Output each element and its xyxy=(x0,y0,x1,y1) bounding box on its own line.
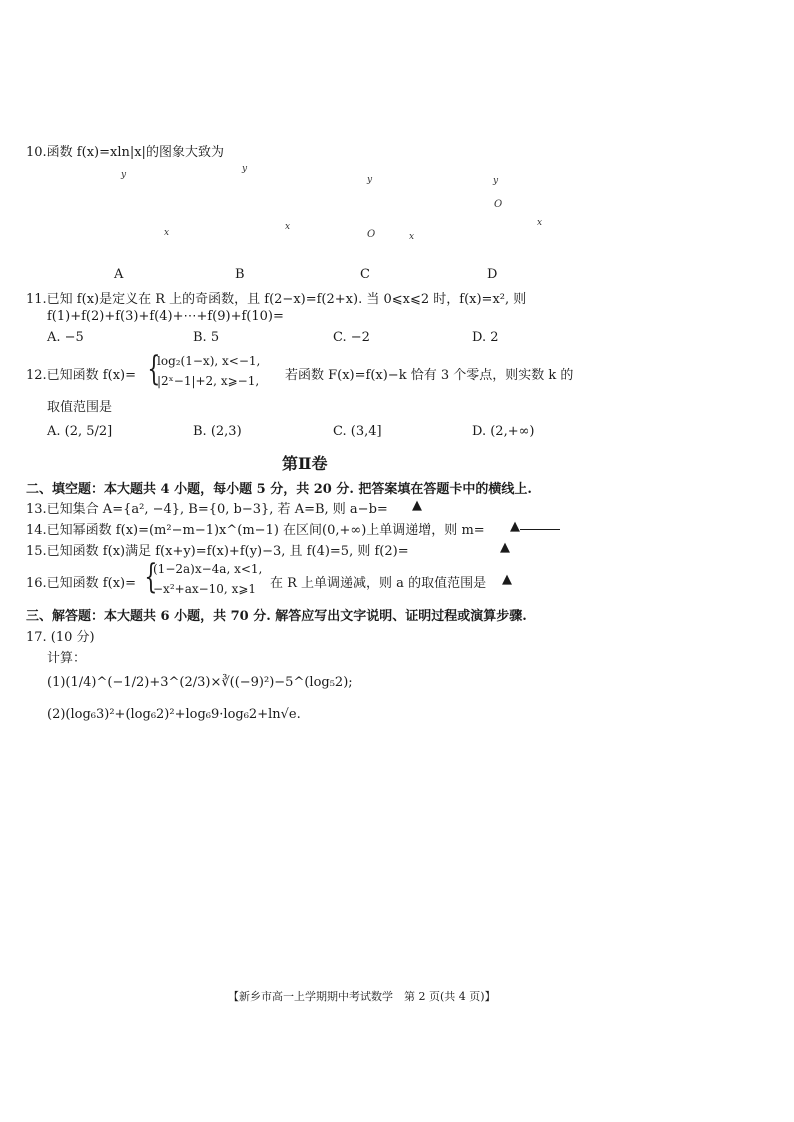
q16-brace: { xyxy=(144,557,158,597)
graph-c-x-label: x xyxy=(409,232,415,242)
q14-blank-line xyxy=(520,529,560,530)
q15-answer-marker: ▲ xyxy=(500,540,510,555)
q17-instruction: 计算： xyxy=(47,651,87,666)
graph-a-y-label: y xyxy=(121,170,127,180)
q11-option-c: C. −2 xyxy=(333,330,370,345)
q16-suffix: 在 R 上单调递减，则 a 的取值范围是 xyxy=(270,576,487,591)
q12-prefix: 12.已知函数 f(x)= xyxy=(26,368,136,383)
graph-b-x-label: x xyxy=(285,222,291,232)
q12-suffix: 若函数 F(x)=f(x)−k 恰有 3 个零点，则实数 k 的 xyxy=(285,368,574,383)
q10-stem: 10.函数 f(x)=xln|x|的图象大致为 xyxy=(26,145,224,160)
q10-option-d: D xyxy=(487,267,498,282)
q11-expression: f(1)+f(2)+f(3)+f(4)+⋯+f(9)+f(10)= xyxy=(47,309,284,324)
q12-brace: { xyxy=(147,349,161,389)
graph-d-x-label: x xyxy=(537,218,543,228)
q16-case-2: −x²+ax−10, x⩾1 xyxy=(153,582,257,596)
q11-option-d: D. 2 xyxy=(472,330,499,345)
q14-answer-marker: ▲ xyxy=(510,519,520,534)
graph-c-origin-label: O xyxy=(367,229,376,240)
graph-a-x-label: x xyxy=(164,228,170,238)
solve-section-header: 三、解答题：本大题共 6 小题，共 70 分. 解答应写出文字说明、证明过程或演算步骤. xyxy=(26,609,527,624)
q15-text: 15.已知函数 f(x)满足 f(x+y)=f(x)+f(y)−3, 且 f(4)=5, 则 f(2)= xyxy=(26,544,409,559)
graph-b-y-label: y xyxy=(242,164,248,174)
page-footer: 【新乡市高一上学期期中考试数学 第 2 页(共 4 页)】 xyxy=(228,990,496,1003)
q12-option-c: C. (3,4] xyxy=(333,424,382,439)
graph-d-y-label: y xyxy=(493,176,499,186)
q12-option-a: A. (2, 5/2] xyxy=(47,424,113,439)
q16-case-1: (1−2a)x−4a, x<1, xyxy=(153,562,263,576)
q12-case-1: log₂(1−x), x<−1, xyxy=(157,354,261,368)
q14-text: 14.已知幂函数 f(x)=(m²−m−1)x^(m−1) 在区间(0,+∞)上单调递增，则 m= xyxy=(26,523,485,538)
q17-part-2: (2)(log₆3)²+(log₆2)²+log₆9·log₆2+ln√e. xyxy=(47,707,301,722)
q17-part-1: (1)(1/4)^(−1/2)+3^(2/3)×∛((−9)²)−5^(log₅2); xyxy=(47,675,353,690)
q14-answer-blank[interactable] xyxy=(510,519,560,534)
graph-d-origin-label: O xyxy=(494,199,503,210)
q10-option-a: A xyxy=(114,267,124,282)
q11-option-a: A. −5 xyxy=(47,330,84,345)
section-2-title: 第Ⅱ卷 xyxy=(282,454,328,473)
fill-section-header: 二、填空题：本大题共 4 小题，每小题 5 分，共 20 分. 把答案填在答题卡中的横线上. xyxy=(26,482,532,497)
q10-option-b: B xyxy=(235,267,245,282)
q16-prefix: 16.已知函数 f(x)= xyxy=(26,576,136,591)
q13-answer-marker: ▲ xyxy=(412,498,422,513)
q13-text: 13.已知集合 A={a², −4}, B={0, b−3}, 若 A=B, 则 a−b= xyxy=(26,502,388,517)
q12-option-d: D. (2,+∞) xyxy=(472,424,535,439)
q11-stem: 11.已知 f(x)是定义在 R 上的奇函数，且 f(2−x)=f(2+x). 当 0⩽x⩽2 时，f(x)=x², 则 xyxy=(26,292,527,307)
graph-c-y-label: y xyxy=(367,175,373,185)
q16-answer-marker: ▲ xyxy=(502,572,512,587)
q12-option-b: B. (2,3) xyxy=(193,424,242,439)
q10-option-c: C xyxy=(360,267,370,282)
q12-line-2: 取值范围是 xyxy=(47,400,113,415)
q17-title: 17. (10 分) xyxy=(26,630,95,645)
q11-option-b: B. 5 xyxy=(193,330,220,345)
q12-case-2: |2ˣ−1|+2, x⩾−1, xyxy=(157,374,260,388)
